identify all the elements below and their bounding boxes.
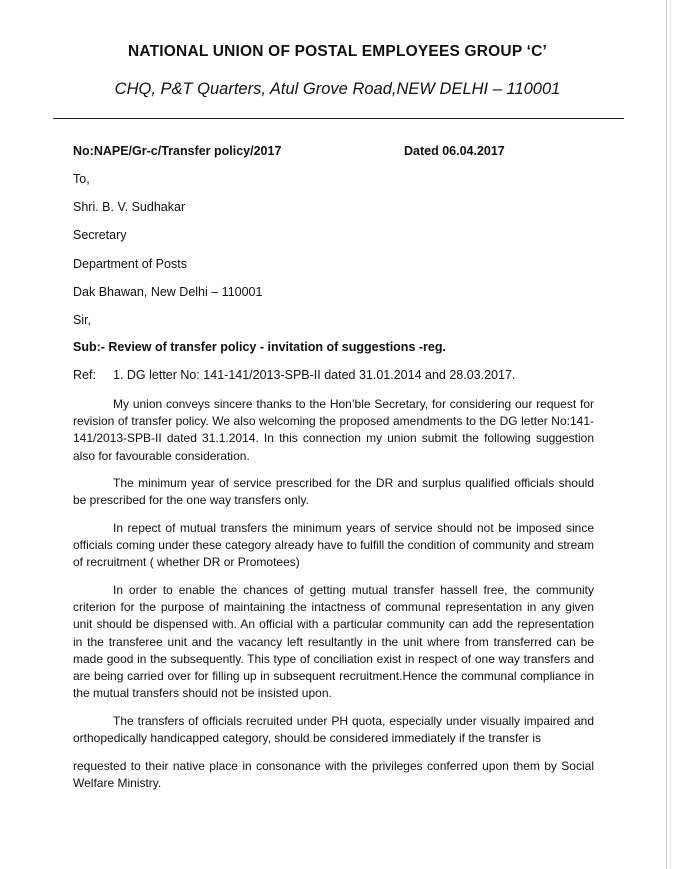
recipient-department: Department of Posts	[73, 257, 187, 271]
paragraph-6: requested to their native place in consonance with the privileges conferred upon them by Social Welfare Ministry.	[73, 759, 594, 791]
paragraph-5: The transfers of officials recruited under PH quota, especially under visually impaired and orthopedically handicapped category, should be considered immediately if the transfer is	[73, 714, 594, 746]
reference-text: 1. DG letter No: 141-141/2013-SPB-II dated 31.01.2014 and 28.03.2017.	[113, 368, 516, 382]
paragraph-2: The minimum year of service prescribed for the DR and surplus qualified officials should be prescribed for the one way transfers only.	[73, 476, 594, 508]
paragraph-3: In repect of mutual transfers the minimum years of service should not be imposed since officials coming under these category already have to fulfill the condition of community and stream of recruitment ( whether DR or Promotees)	[73, 521, 594, 570]
paragraph-4: In order to enable the chances of getting mutual transfer hassell free, the community criterion for the purpose of maintaining the intactness of communal representation in any given unit should be dispensed with. An official with a particular community can add the representation in the transferee unit and the vacancy left resultantly in the unit where from transferred can be made good in the subsequently. This type of conciliation exist in respect of one way transfers and are being carried over for filling up in subsequent recruitment.Hence the communal compliance in the mutual transfers should not be insisted upon.	[73, 583, 594, 701]
reference-number: No:NAPE/Gr-c/Transfer policy/2017	[73, 144, 282, 158]
subject-line: Sub:- Review of transfer policy - invitation of suggestions -reg.	[73, 340, 446, 354]
recipient-designation: Secretary	[73, 228, 127, 242]
letter-date: Dated 06.04.2017	[404, 144, 505, 158]
organization-title: NATIONAL UNION OF POSTAL EMPLOYEES GROUP ‘C’	[127, 43, 547, 60]
to-line: To,	[73, 172, 90, 186]
page-edge	[666, 0, 667, 869]
recipient-name: Shri. B. V. Sudhakar	[73, 200, 186, 214]
salutation: Sir,	[73, 313, 92, 327]
page-edge-shadow	[670, 0, 671, 869]
organization-address: CHQ, P&T Quarters, Atul Grove Road,NEW DELHI – 110001	[114, 80, 561, 98]
reference-line	[73, 368, 516, 382]
header-divider	[53, 118, 624, 119]
reference-label: Ref:	[73, 368, 96, 382]
paragraph-1: My union conveys sincere thanks to the Hon’ble Secretary, for considering our request for revision of transfer policy. We also welcoming the proposed amendments to the DG letter No:141-141/2013-SPB-II dated 31.1.2014. In this connection my union submit the following suggestion also for favourable consideration.	[73, 397, 594, 463]
recipient-location: Dak Bhawan, New Delhi – 110001	[73, 285, 263, 299]
